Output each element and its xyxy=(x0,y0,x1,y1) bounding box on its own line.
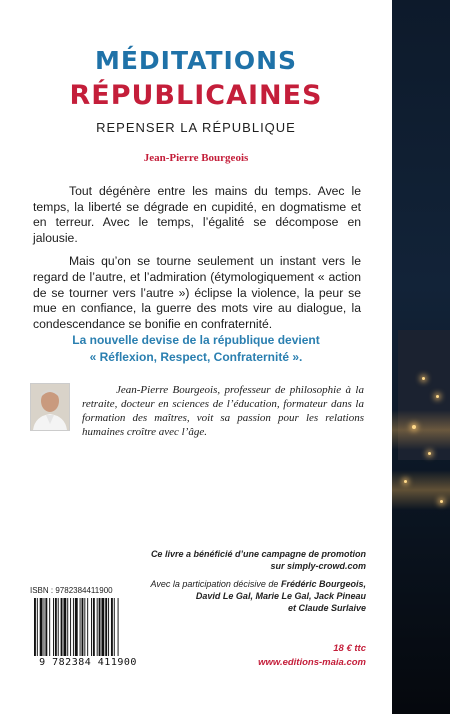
blurb-paragraph-1: Tout dégénère entre les mains du temps. Avec le temps, la liberté se dégrade en cupidité, en dogmatisme et en terreur. Avec le temps, l’égalité se décompose en jalousie. xyxy=(33,184,361,245)
promotion-line-1: Ce livre a bénéficié d’une campagne de promotion xyxy=(150,549,366,559)
acknowledgements xyxy=(150,578,366,614)
devise-line-2: « Réflexion, Respect, Confraternité ». xyxy=(89,350,303,364)
devise-line-1: La nouvelle devise de la république devient xyxy=(72,333,320,347)
acknowledgement-names-2: David Le Gal, Marie Le Gal, Jack Pineau xyxy=(195,591,366,601)
cover-photo-edge xyxy=(392,0,450,714)
light-glow xyxy=(392,410,450,450)
acknowledgement-intro: Avec la participation décisive de xyxy=(150,579,279,589)
light-glow xyxy=(392,470,450,510)
price: 18 € ttc xyxy=(333,643,366,654)
title-line-1: MÉDITATIONS xyxy=(94,46,298,75)
promotion-note xyxy=(150,548,366,572)
street-light xyxy=(428,452,431,455)
street-light xyxy=(436,395,439,398)
acknowledgement-names-3: et Claude Surlaive xyxy=(287,603,366,613)
street-light xyxy=(404,480,407,483)
promotion-line-2: sur simply-crowd.com xyxy=(270,561,366,571)
author-name: Jean-Pierre Bourgeois xyxy=(143,152,249,164)
publisher-website: www.editions-maia.com xyxy=(258,657,366,668)
blurb xyxy=(33,184,361,340)
author-photo xyxy=(30,383,70,431)
barcode-image xyxy=(34,598,142,656)
title-line-2: RÉPUBLICAINES xyxy=(69,80,323,111)
acknowledgement-names-1: Frédéric Bourgeois, xyxy=(280,579,366,589)
blurb-paragraph-2: Mais qu’on se tourne seulement un instant vers le regard de l’autre, et l’admiration (étymologiquement « action de se tourner vers l’autre ») éclipse la violence, la peur se mue en confiance, la guerre des mots vire au dialogue, la condescendance se bonifie en confraternité. xyxy=(33,254,361,331)
author-bio: Jean-Pierre Bourgeois, professeur de philosophie à la retraite, docteur en sciences de l’éducation, formateur dans la formation des maîtres, voit sa passion pour les relations humaines croître avec l’âge. xyxy=(82,384,364,438)
street-light xyxy=(440,500,443,503)
subtitle: REPENSER LA RÉPUBLIQUE xyxy=(96,120,296,135)
street-light xyxy=(422,377,425,380)
barcode-digits: 9 782384 411900 xyxy=(39,657,137,668)
street-light xyxy=(412,425,416,429)
isbn-label: ISBN : 9782384411900 xyxy=(30,586,113,595)
devise xyxy=(0,332,392,366)
